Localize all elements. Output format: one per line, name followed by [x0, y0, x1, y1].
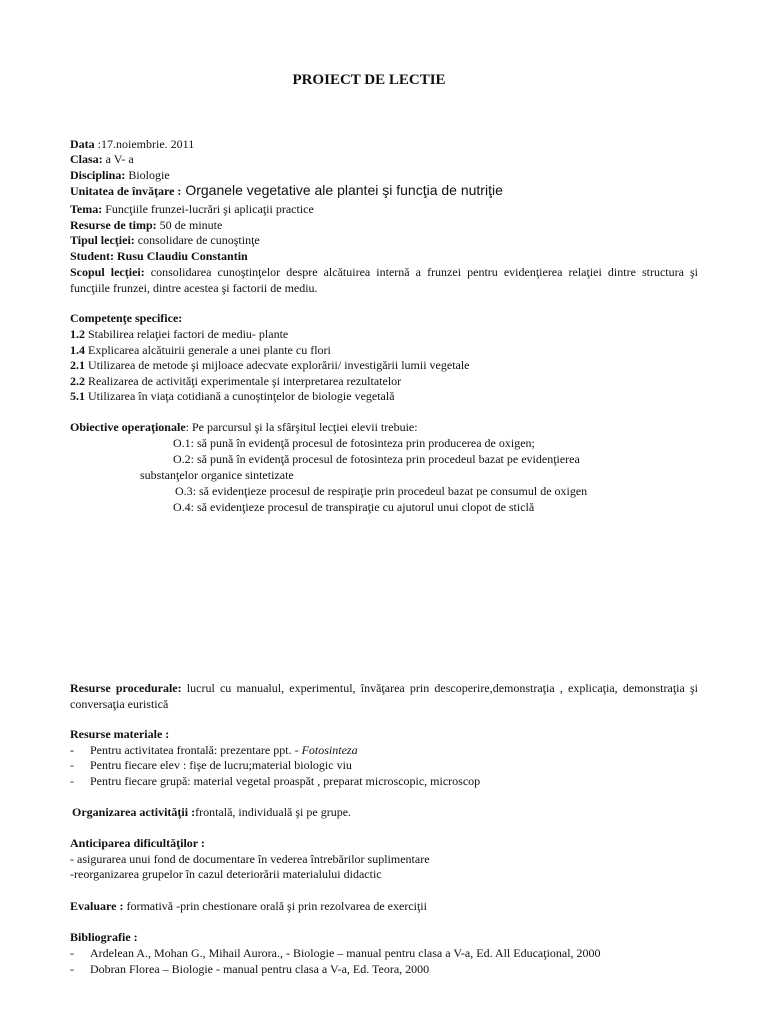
objective-o2: O.2: să pună în evidenţă procesul de fotosinteza prin procedeul bazat pe evidenţierea — [173, 452, 580, 466]
list-item — [70, 962, 429, 977]
competenta-text: Explicarea alcătuirii generale a unei plante cu flori — [85, 343, 331, 357]
resurse-timp-value: 50 de minute — [156, 218, 223, 232]
obiective-intro: : Pe parcursul şi la sfârşitul lecţiei elevii trebuie: — [185, 420, 418, 434]
obiective-heading: Obiective operaţionale — [70, 420, 186, 434]
bibliografie-heading: Bibliografie : — [70, 930, 138, 944]
list-item — [70, 946, 601, 961]
competenta-code: 1.2 — [70, 327, 85, 341]
evaluare-label: Evaluare : — [70, 899, 124, 913]
competente-heading: Competenţe specifice: — [70, 311, 183, 325]
scopul-label: Scopul lecţiei: — [70, 265, 145, 279]
scopul-paragraph — [70, 264, 698, 296]
disciplina-row — [70, 168, 170, 183]
tipul-value: consolidare de cunoştinţe — [134, 233, 260, 247]
resurse-procedurale-paragraph — [70, 680, 698, 712]
tema-value: Funcţiile frunzei-lucrări şi aplicaţii practice — [102, 202, 314, 216]
list-dash: - — [70, 758, 74, 772]
document-title: PROIECT DE LECTIE — [292, 72, 446, 88]
competenta-code: 1.4 — [70, 343, 85, 357]
competenta-text: Utilizarea de metode şi mijloace adecvate explorării/ investigării lumii vegetale — [85, 358, 470, 372]
clasa-value: a V- a — [102, 152, 134, 166]
competenta-text: Utilizarea în viaţa cotidiană a cunoştinţelor de biologie vegetală — [85, 389, 395, 403]
competenta-code: 2.1 — [70, 358, 85, 372]
competenta-text: Realizarea de activităţi experimentale şi interpretarea rezultatelor — [85, 374, 402, 388]
obiective-row — [70, 420, 418, 435]
competenta-item — [70, 343, 331, 358]
organizarea-value: frontală, individuală şi pe grupe. — [195, 805, 352, 819]
data-row — [70, 137, 194, 152]
tema-row — [70, 202, 314, 217]
list-dash: - — [70, 946, 74, 960]
clasa-row — [70, 152, 134, 167]
competenta-item — [70, 374, 401, 389]
competenta-code: 2.2 — [70, 374, 85, 388]
unitatea-label: Unitatea de învăţare : — [70, 184, 182, 198]
disciplina-value: Biologie — [125, 168, 170, 182]
competenta-item — [70, 327, 288, 342]
list-dash: - — [70, 774, 74, 788]
list-item — [70, 743, 358, 758]
student-row: Student: Rusu Claudiu Constantin — [70, 249, 248, 263]
list-dash: - — [70, 962, 74, 976]
competenta-item — [70, 389, 395, 404]
list-item — [70, 758, 352, 773]
clasa-label: Clasa: — [70, 152, 103, 166]
list-item-text: Pentru activitatea frontală: prezentare ppt. - — [90, 743, 302, 757]
resurse-procedurale-value: lucrul cu manualul, experimentul, învăţarea prin descoperire,demonstraţia , explicaţia, demonstraţia şi conversaţia euristică — [70, 681, 698, 711]
unitatea-value: Organele vegetative ale plantei şi funcţia de nutriţie — [181, 182, 503, 198]
organizarea-row — [72, 805, 351, 820]
list-item-text: Dobran Florea – Biologie - manual pentru clasa a V-a, Ed. Teora, 2000 — [90, 962, 430, 976]
anticiparea-heading: Anticiparea dificultăţilor : — [70, 836, 205, 850]
competenta-text: Stabilirea relaţiei factori de mediu- plante — [85, 327, 289, 341]
resurse-timp-row — [70, 218, 222, 233]
data-label: Data — [70, 137, 95, 151]
tipul-row — [70, 233, 260, 248]
disciplina-label: Disciplina: — [70, 168, 126, 182]
list-item-italic: Fotosinteza — [301, 743, 358, 757]
objective-o2-continued: substanţelor organice sintetizate — [140, 468, 294, 482]
list-item-text: Pentru fiecare elev : fişe de lucru;material biologic viu — [90, 758, 352, 772]
objective-o1: O.1: să pună în evidenţă procesul de fotosinteza prin producerea de oxigen; — [173, 436, 535, 450]
unitatea-row — [70, 183, 503, 199]
tipul-label: Tipul lecţiei: — [70, 233, 135, 247]
objective-o4: O.4: să evidenţieze procesul de transpiraţie cu ajutorul unui clopot de sticlă — [173, 500, 535, 514]
competenta-code: 5.1 — [70, 389, 85, 403]
organizarea-label: Organizarea activităţii : — [72, 805, 196, 819]
list-item-text: Ardelean A., Mohan G., Mihail Aurora., - Biologie – manual pentru clasa a V-a, Ed. All Educaţional, 2000 — [90, 946, 601, 960]
resurse-procedurale-label: Resurse procedurale: — [70, 681, 182, 695]
list-item — [70, 774, 480, 789]
list-item-text: Pentru fiecare grupă: material vegetal proaspăt , preparat microscopic, microscop — [90, 774, 481, 788]
evaluare-row — [70, 899, 427, 914]
scopul-value: consolidarea cunoştinţelor despre alcătuirea internă a frunzei pentru evidenţierea relaţiei dintre structura şi funcţiile frunzei, dintre acestea şi factorii de mediu. — [70, 265, 699, 295]
competenta-item — [70, 358, 470, 373]
resurse-timp-label: Resurse de timp: — [70, 218, 157, 232]
evaluare-value: formativă -prin chestionare orală şi prin rezolvarea de exerciţii — [123, 899, 427, 913]
resurse-materiale-heading: Resurse materiale : — [70, 727, 170, 741]
tema-label: Tema: — [70, 202, 103, 216]
objective-o3: O.3: să evidenţieze procesul de respiraţie prin procedeul bazat pe consumul de oxigen — [175, 484, 588, 498]
list-dash: - — [70, 743, 74, 757]
data-value: :17.noiembrie. 2011 — [94, 137, 195, 151]
anticiparea-line: -reorganizarea grupelor în cazul deteriorării materialului didactic — [70, 867, 382, 881]
anticiparea-line: - asigurarea unui fond de documentare în vederea întrebărilor suplimentare — [70, 852, 430, 866]
